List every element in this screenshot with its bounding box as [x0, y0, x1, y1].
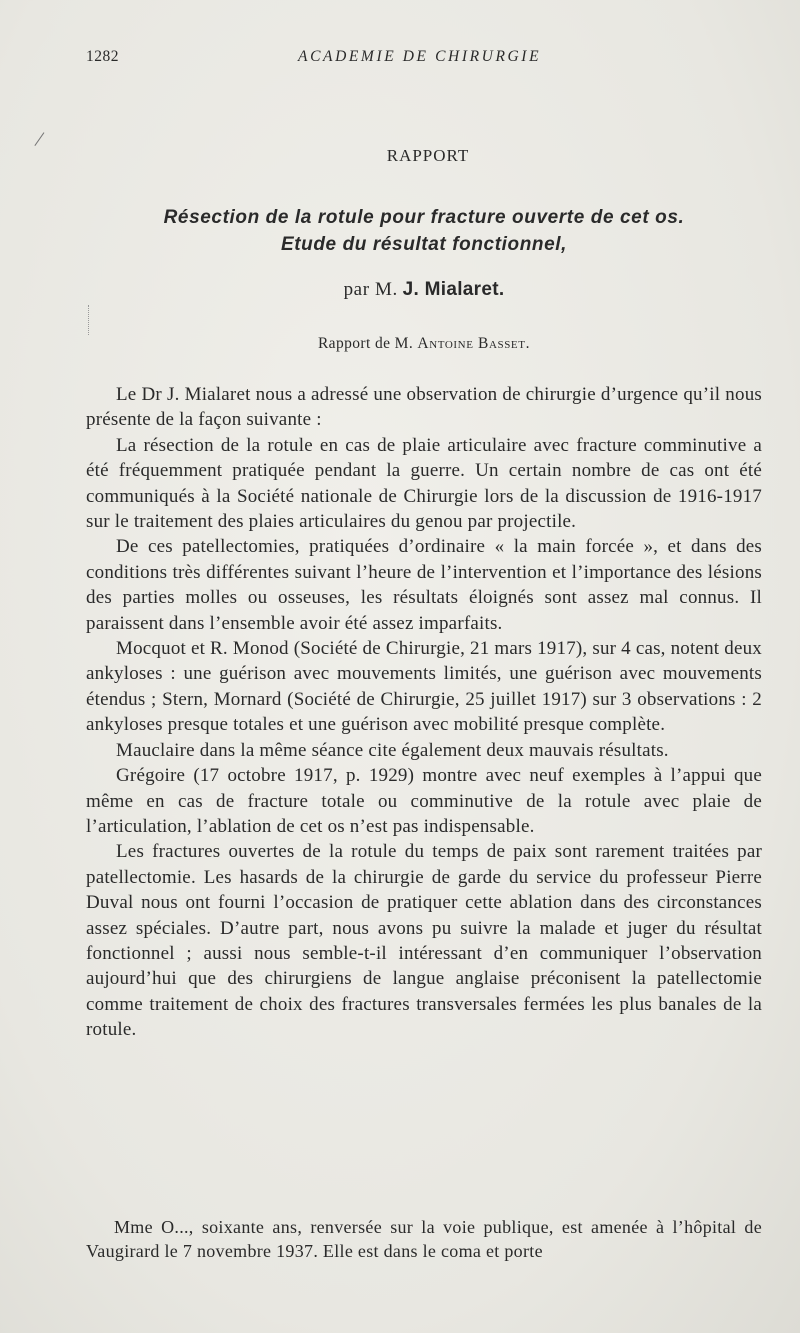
author-name: J. Mialaret. [402, 279, 505, 300]
report-prefix: Rapport de M. [317, 335, 414, 352]
article-title [86, 204, 762, 258]
observation-paragraph: Mme O..., soixante ans, renversée sur la voie publique, est amenée à l’hôpital de Vaugirard le 7 novembre 1937. Elle est dans le coma et porte [86, 1217, 762, 1261]
paragraph-6: Grégoire (17 octobre 1917, p. 1929) montre avec neuf exemples à l’appui que même en cas de fracture totale ou comminutive de la rotule avec plaie de l’articulation, l’ablation de cet os n’est pas indispensable. [86, 765, 762, 837]
paragraph-1: Le Dr J. Mialaret nous a adressé une observation de chirurgie d’urgence qu’il nous présente de la façon suivante : [86, 384, 762, 431]
paragraph-2: La résection de la rotule en cas de plaie articulaire avec fracture comminutive a été fréquemment pratiquée pendant la guerre. Un certain nombre de cas ont été communiqués à la Société nationale de Chirurgie lors de la discussion de 1916-1917 sur le traitement des plaies articulaires du genou par projectile. [86, 434, 762, 533]
paragraph-5: Mauclaire dans la même séance cite également deux mauvais résultats. [116, 739, 669, 761]
report-name: Antoine Basset. [417, 335, 531, 352]
article-title-line-1: Résection de la rotule pour fracture ouverte de cet os. [163, 207, 685, 228]
paragraph-4: Mocquot et R. Monod (Société de Chirurgie, 21 mars 1917), sur 4 cas, notent deux ankyloses : une guérison avec mouvements limités, une guérison avec mouvements étendus ; Stern, Mornard (Société de Chirurgie, 25 juillet 1917) sur 3 observations : 2 ankyloses presque totales et une guérison avec mobilité presque complète. [86, 638, 762, 736]
article-body [86, 382, 762, 1043]
author-line [86, 279, 762, 301]
article-title-line-2: Etude du résultat fonctionnel, [280, 234, 568, 255]
running-head [86, 48, 762, 70]
report-line [86, 335, 762, 353]
observation-text [86, 1215, 762, 1263]
section-label: RAPPORT [386, 146, 470, 165]
paragraph-7: Les fractures ouvertes de la rotule du temps de paix sont rarement traitées par patellectomie. Les hasards de la chirurgie de garde du service du professeur Pierre Duval nous ont fourni l’occasion de pratiquer cette ablation dans des circonstances assez spéciales. D’autre part, nous avons pu suivre la malade et juger du résultat fonctionnel ; aussi nous semble-t-il intéressant d’en communiquer l’observation aujourd’hui que des chirurgiens de langue anglaise préconisent la patellectomie comme traitement de choix des fractures transversales fermées les plus banales de la rotule. [86, 841, 762, 1041]
author-prefix: par M. [343, 279, 398, 300]
paragraph-3: De ces patellectomies, pratiquées d’ordinaire « la main forcée », et dans des conditions très différentes suivant l’heure de l’intervention et l’importance des lésions des parties molles ou osseuses, les résultats éloignés sont assez mal connus. Il paraissent dans l’ensemble avoir été assez imparfaits. [86, 536, 762, 634]
margin-mark [88, 305, 91, 335]
page-number: 1282 [86, 48, 119, 65]
journal-title: ACADEMIE DE CHIRURGIE [298, 48, 542, 65]
